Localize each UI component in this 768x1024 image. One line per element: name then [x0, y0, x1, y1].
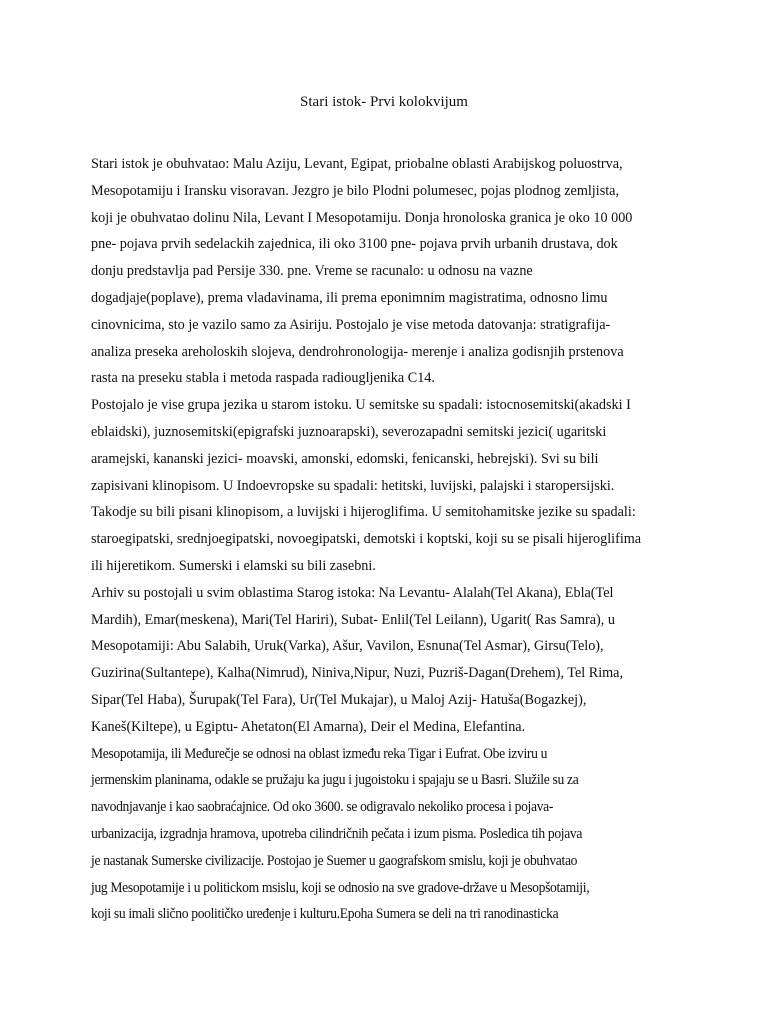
text-line: Mardih), Emar(meskena), Mari(Tel Hariri), Subat- Enlil(Tel Leilann), Ugarit( Ras Samra), u — [91, 611, 615, 628]
document-title: Stari istok- Prvi kolokvijum — [300, 94, 468, 110]
text-line: jermenskim planinama, odakle se pružaju ka jugu i jugoistoku i spajaju se u Basri. Služile su za — [91, 772, 579, 789]
text-line: analiza preseka areholoskih slojeva, dendrohronologija- merenje i analiza godisnjih prstenova — [91, 343, 624, 360]
text-line: Postojalo je vise grupa jezika u starom istoku. U semitske su spadali: istocnosemitski(akadski I — [91, 397, 631, 414]
text-line: cinovnicima, sto je vazilo samo za Asiriju. Postojalo je vise metoda datovanja: stratigrafija- — [91, 316, 611, 333]
text-line: Kaneš(Kiltepe), u Egiptu- Ahetaton(El Amarna), Deir el Medina, Elefantina. — [91, 718, 526, 735]
text-line: jug Mesopotamije i u politickom msislu, koji se odnosio na sve gradove-države u Mesopšotamiji, — [91, 879, 590, 896]
text-line: pne- pojava prvih sedelackih zajednica, ili oko 3100 pne- pojava prvih urbanih drustava, dok — [91, 236, 618, 253]
text-line: koji je obuhvatao dolinu Nila, Levant I Mesopotamiju. Donja hronoloska granica je oko 10 000 — [91, 209, 633, 226]
text-line: Arhiv su postojali u svim oblastima Starog istoka: Na Levantu- Alalah(Tel Akana), Ebla(Tel — [91, 584, 614, 601]
text-line: dogadjaje(poplave), prema vladavinama, ili prema eponimnim magistratima, odnosno limu — [91, 289, 608, 306]
text-line: rasta na preseku stabla i metoda raspada radiougljenika C14. — [91, 370, 435, 387]
text-line: navodnjavanje i kao saobraćajnice. Od oko 3600. se odigravalo nekoliko procesa i pojava- — [91, 799, 554, 816]
text-line: Takodje su bili pisani klinopisom, a luvijski i hijeroglifima. U semitohamitske jezike su spadali: — [91, 504, 636, 521]
text-line: eblaidski), juznosemitski(epigrafski juznoarapski), severozapadni semitski jezici( ugaritski — [91, 423, 607, 440]
text-line: koji su imali slično poolitičko uređenje i kulturu.Epoha Sumera se deli na tri ranodinasticka — [91, 906, 559, 923]
text-line: Stari istok je obuhvatao: Malu Aziju, Levant, Egipat, priobalne oblasti Arabijskog poluostrva, — [91, 156, 623, 172]
text-line: ili hijeretikom. Sumerski i elamski su bili zasebni. — [91, 557, 376, 574]
text-line: Sipar(Tel Haba), Šurupak(Tel Fara), Ur(Tel Mukajar), u Maloj Azij- Hatuša(Bogazkej), — [91, 691, 587, 708]
text-line: zapisivani klinopisom. U Indoevropske su spadali: hetitski, luvijski, palajski i staropersijski. — [91, 477, 615, 494]
text-line: donju predstavlja pad Persije 330. pne. Vreme se racunalo: u odnosu na vazne — [91, 263, 533, 280]
text-line: aramejski, kananski jezici- moavski, amonski, edomski, fenicanski, hebrejski). Svi su bili — [91, 450, 599, 467]
text-line: Mesopotamiju i Iransku visoravan. Jezgro je bilo Plodni polumesec, pojas plodnog zemljista, — [91, 182, 619, 199]
text-line: je nastanak Sumerske civilizacije. Postojao je Suemer u gaografskom smislu, koji je obuhvatao — [91, 852, 578, 869]
text-line: Mesopotamija, ili Međurečje se odnosi na oblast između reka Tigar i Eufrat. Obe izviru u — [91, 745, 548, 762]
text-line: staroegipatski, srednjoegipatski, novoegipatski, demotski i koptski, koji su se pisali hijeroglifima — [91, 531, 642, 548]
text-line: Mesopotamiji: Abu Salabih, Uruk(Varka), Ašur, Vavilon, Esnuna(Tel Asmar), Girsu(Telo), — [91, 638, 604, 655]
text-line: Guzirina(Sultantepe), Kalha(Nimrud), Niniva,Nipur, Nuzi, Puzriš-Dagan(Drehem), Tel Rima, — [91, 665, 624, 682]
document-body — [91, 151, 691, 928]
text-line: urbanizacija, izgradnja hramova, upotreba cilindričnih pečata i izum pisma. Posledica tih pojava — [91, 825, 583, 842]
